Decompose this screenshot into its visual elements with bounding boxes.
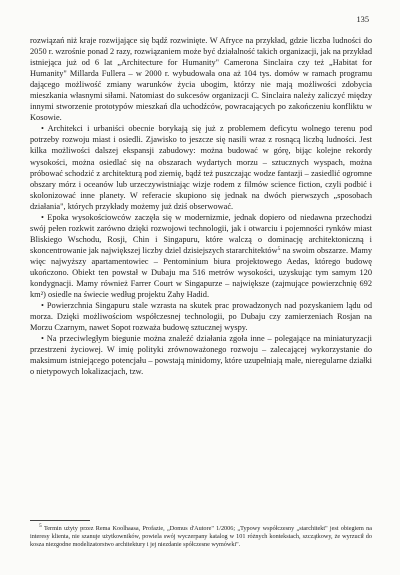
footnote-reference: 5 bbox=[277, 245, 281, 252]
paragraph-highrise bbox=[30, 212, 372, 300]
body-text bbox=[30, 35, 372, 377]
paragraph-highrise-text: • Epoka wysokościowców zaczęła się w modernizmie, jednak dopiero od niedawna przechodzi swój pełen rozkwit zarówno dzięki rozwojowi technologii, jak i otwarciu i pojemności rynków miast Bliskiego Wschodu, Rosji, Chin i Singapuru, które walczą o dominację architektoniczną i skoncentrowanie jak największej liczby dziel dzisiejszych stararchitektów bbox=[30, 212, 372, 255]
footnotes bbox=[30, 520, 372, 550]
footnote-text: Termin użyty przez Rema Koolhaasa, Profazie, „Domus d'Autore" 1/2006; „Typowy współczesny „starchitekt" jest obiegiem na interesy klienta, nie szanuje użytkowników, powiela swój wyczerpany katalog w 101 różnych kontekstach, szczątkowy, że wyrzucił do kosza niezgodne modelizatorstwo architektury i jej niezdanie spółczesne wymówki". bbox=[30, 525, 372, 549]
page-number: 135 bbox=[356, 15, 369, 24]
footnote bbox=[30, 525, 372, 550]
footnote-marker: 5 bbox=[39, 523, 42, 529]
paragraph-continuation: rozwiązań niż kraje rozwijające się bądź rozwinięte. W Afryce na przykład, gdzie liczba ludności do 2050 r. wzrośnie ponad 2 razy, rozwiązaniem może być działalność takich organizacji, jak na przykład istniejąca już od 6 lat „Architecture for Humanity" Camerona Sinclaira czy też „Habitat for Humanity" Millarda Fullera – w 2000 r. wybudowała ona aż 104 tys. domów w ramach programu dającego możliwość zmiany warunków życia ubogim, którzy nie mają możliwości zdobycia mieszkania własnymi siłami. Natomiast do sukcesów organizacji C. Sinclaira należy zaliczyć między innymi stworzenie prototypów mieszkań dla uchodźców, powracających po zakończeniu konfliktu w Kosowie. bbox=[30, 36, 372, 123]
paragraph-highrise-text-after: na swoim obszarze. Mamy więc najwyższy apartamentowiec – Pentominium biura projektowego Aedas, którego budowę ukończono. Obiekt ten powstał w Dubaju ma 516 metrów wysokości, uzyskując tym samym 120 kondygnacji. Mamy również Farrer Court w Singapurze – największe (zajmujące powierzchnię 692 km²) osiedle na świecie według projektu Zahy Hadid. bbox=[30, 245, 372, 300]
paragraph-opposite: • Na przeciwległym biegunie można znaleźć działania zgoła inne – polegające na miniaturyzacji przestrzeni życiowej. W imię polityki zrównoważonego rozwoju – zalecającej wykorzystanie do maksimum istniejącego potencjału – powstają minidomy, które uzupełniają małe, nieregularne działki o nietypowych lokalizacjach, tzw. bbox=[30, 334, 372, 377]
paragraph-singapore: • Powierzchnia Singapuru stale wzrasta na skutek prac prowadzonych nad pozyskaniem lądu od morza. Dzięki możliwościom współczesnej technologii, po Dubaju czy zamierzeniach Rosjan na Morzu Czarnym, nawet Sopot rozważa budowę sztucznej wyspy. bbox=[30, 301, 372, 333]
paragraph-architects: • Architekci i urbaniści obecnie borykają się już z problemem deficytu wolnego terenu pod potrzeby rozwoju miast i osiedli. Zjawisko to jeszcze się nasili wraz z rosnącą liczbą ludności. Jest kilka możliwości dalszej ekspansji zabudowy: można budować w górę, bijąc kolejne rekordy wysokości, można osiedlać się na obszarach wydartych morzu – sztucznych wyspach, można próbować schodzić z architekturą pod ziemię, bądź też puszczając wodze fantazji – zasiedlić ogromne obszary mórz i oceanów lub urzeczywistniając wizje rodem z filmów science fiction, czyli podbić i skolonizować inne planety. W referacie skupiono się jednak na dwóch pierwszych „sposobach działania", których przykłady możemy już dziś obserwować. bbox=[30, 124, 372, 211]
footnote-divider bbox=[30, 520, 90, 521]
